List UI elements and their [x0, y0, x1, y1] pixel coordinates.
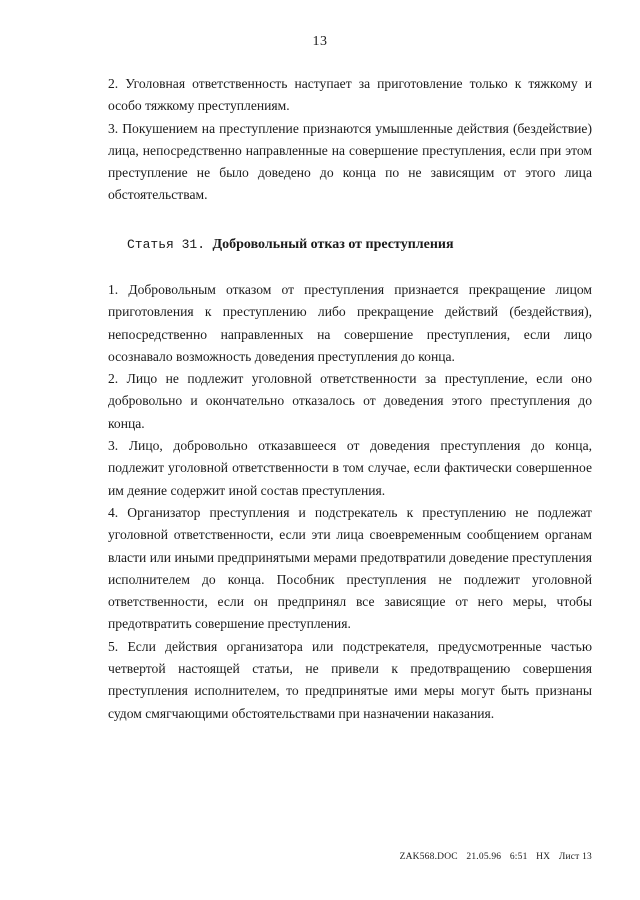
- paragraph: 4. Организатор преступления и подстрекатель к преступлению не подлежат уголовной ответственности, если эти лица своевременным сообщением органам власти или иными предпринятыми мерами предотвратили доведение преступления исполнителем до конца. Пособник преступления не подлежит уголовной ответственности, если он предпринял все зависящие от него меры, чтобы предотвратить совершение преступления.: [108, 504, 592, 632]
- footer-file: ZAK568.DOC: [399, 852, 458, 862]
- article-number: Статья 31.: [127, 237, 206, 252]
- paragraph: 5. Если действия организатора или подстрекателя, предусмотренные частью четвертой настоящей статьи, не привели к предотвращению совершения преступления исполнителем, то предпринятые ими меры могут быть признаны судом смягчающими обстоятельствами при назначении наказания.: [108, 638, 592, 721]
- paragraph: 3. Лицо, добровольно отказавшееся от доведения преступления до конца, подлежит уголовной ответственности в том случае, если фактически совершенное им деяние содержит иной состав преступления.: [108, 438, 592, 498]
- page-number: 13: [312, 34, 328, 49]
- footer-code: НХ: [536, 852, 551, 862]
- paragraph: 2. Уголовная ответственность наступает за приготовление только к тяжкому и особо тяжкому преступлениям.: [108, 76, 592, 114]
- document-footer: [400, 852, 592, 862]
- paragraph: 3. Покушением на преступление признаются умышленные действия (бездействие) лица, непосредственно направленные на совершение преступления, если при этом преступление не было доведено до конца по не зависящим от этого лица обстоятельствам.: [108, 120, 592, 203]
- paragraph: 2. Лицо не подлежит уголовной ответственности за преступление, если оно добровольно и окончательно отказалось от доведения этого преступления до конца.: [108, 371, 592, 431]
- article-title: Добровольный отказ от преступления: [212, 237, 454, 252]
- footer-time: 6:51: [509, 852, 528, 862]
- footer-date: 21.05.96: [466, 852, 502, 862]
- footer-sheet: Лист 13: [558, 852, 592, 862]
- article-heading: [127, 237, 454, 253]
- article-paragraphs: [108, 279, 592, 725]
- paragraph: 1. Добровольным отказом от преступления признается прекращение лицом приготовления к преступлению либо прекращение действий (бездействия), непосредственно направленных на совершение преступления, если лицо осознавало возможность доведения преступления до конца.: [108, 282, 592, 364]
- top-paragraphs: [108, 73, 592, 207]
